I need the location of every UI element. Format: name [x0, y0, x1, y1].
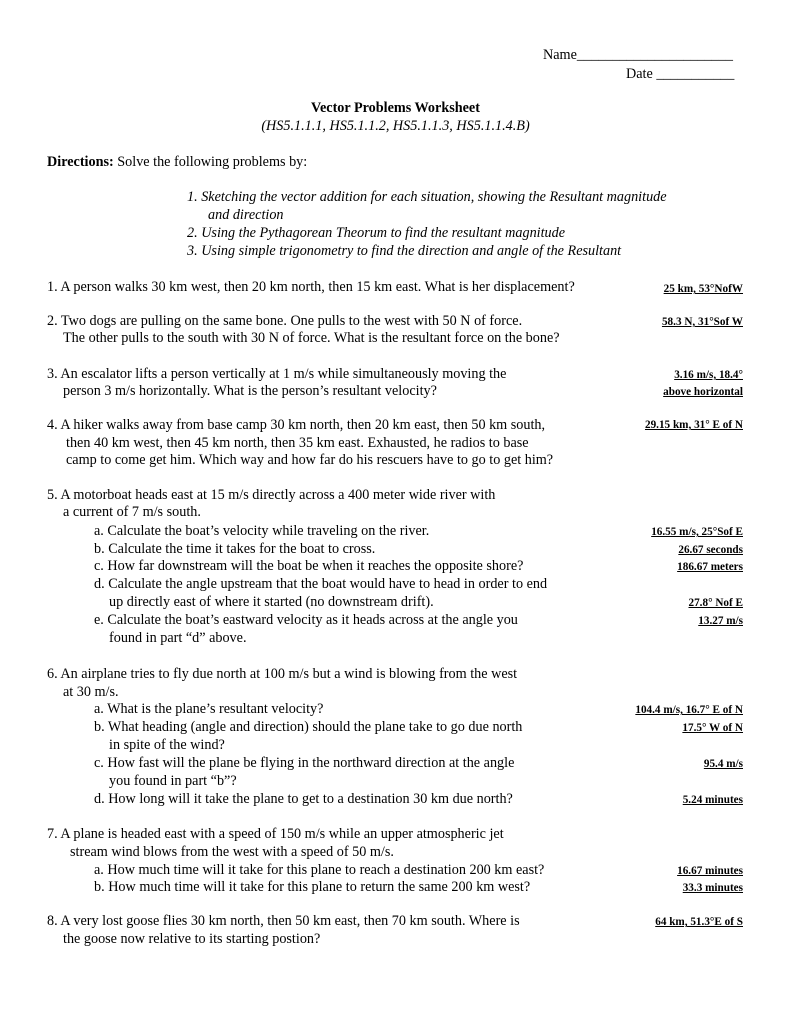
question-5-cont: a current of 7 m/s south. [63, 504, 201, 520]
question-7-cont: stream wind blows from the west with a speed of 50 m/s. [70, 844, 394, 860]
question-2: 2. Two dogs are pulling on the same bone. One pulls to the west with 50 N of force. [47, 313, 523, 329]
answer-4: 29.15 km, 31° E of N [644, 419, 743, 431]
directions-item-2: 2. Using the Pythagorean Theorum to find the resultant magnitude [187, 225, 566, 241]
answer-5d: 27.8° Nof E [688, 597, 743, 609]
name-field-label: Name______________________ [543, 47, 733, 63]
page-subtitle: (HS5.1.1.1, HS5.1.1.2, HS5.1.1.3, HS5.1.1.4.B) [261, 118, 530, 134]
answer-3: 3.16 m/s, 18.4° [674, 369, 743, 381]
answer-3-cont: above horizontal [663, 386, 743, 398]
question-5b: b. Calculate the time it takes for the boat to cross. [94, 541, 376, 557]
question-4-cont-2: camp to come get him. Which way and how far do his rescuers have to go to get him? [66, 452, 554, 468]
question-4: 4. A hiker walks away from base camp 30 km north, then 20 km east, then 50 km south, [47, 417, 546, 433]
answer-7b: 33.3 minutes [682, 882, 743, 894]
directions-item-1-cont: and direction [208, 207, 284, 223]
directions-item-3: 3. Using simple trigonometry to find the direction and angle of the Resultant [187, 243, 622, 259]
answer-6d: 5.24 minutes [682, 794, 743, 806]
answer-6a: 104.4 m/s, 16.7° E of N [635, 704, 743, 716]
question-6b: b. What heading (angle and direction) should the plane take to go due north [94, 719, 523, 735]
answer-5e: 13.27 m/s [698, 615, 743, 627]
directions-item-1: 1. Sketching the vector addition for each situation, showing the Resultant magnitude [187, 189, 667, 205]
question-6a: a. What is the plane’s resultant velocity? [94, 701, 324, 717]
question-6-cont: at 30 m/s. [63, 684, 119, 700]
question-5e: e. Calculate the boat’s eastward velocity as it heads across at the angle you [94, 612, 518, 628]
question-6c-cont: you found in part “b”? [109, 773, 237, 789]
answer-5b: 26.67 seconds [678, 544, 743, 556]
question-8-cont: the goose now relative to its starting postion? [63, 931, 321, 947]
answer-5c: 186.67 meters [677, 561, 743, 573]
question-6b-cont: in spite of the wind? [109, 737, 225, 753]
directions [47, 154, 307, 171]
directions-label: Directions: [47, 154, 114, 170]
question-3: 3. An escalator lifts a person vertically at 1 m/s while simultaneously moving the [47, 366, 507, 382]
question-5d-cont: up directly east of where it started (no downstream drift). [109, 594, 434, 610]
answer-5a: 16.55 m/s, 25°Sof E [651, 526, 743, 538]
question-5: 5. A motorboat heads east at 15 m/s directly across a 400 meter wide river with [47, 487, 496, 503]
question-5d: d. Calculate the angle upstream that the boat would have to head in order to end [94, 576, 548, 592]
answer-6b: 17.5° W of N [682, 722, 743, 734]
question-3-cont: person 3 m/s horizontally. What is the person’s resultant velocity? [63, 383, 437, 399]
question-5a: a. Calculate the boat’s velocity while traveling on the river. [94, 523, 430, 539]
answer-8: 64 km, 51.3°E of S [655, 916, 743, 928]
answer-7a: 16.67 minutes [677, 865, 743, 877]
question-6: 6. An airplane tries to fly due north at 100 m/s but a wind is blowing from the west [47, 666, 518, 682]
question-1: 1. A person walks 30 km west, then 20 km north, then 15 km east. What is her displacement? [47, 279, 575, 295]
date-field-label: Date ___________ [626, 66, 735, 82]
answer-1: 25 km, 53°NofW [663, 283, 743, 295]
question-2-cont: The other pulls to the south with 30 N of force. What is the resultant force on the bone? [63, 330, 560, 346]
question-5c: c. How far downstream will the boat be when it reaches the opposite shore? [94, 558, 524, 574]
question-6d: d. How long will it take the plane to get to a destination 30 km due north? [94, 791, 513, 807]
answer-6c: 95.4 m/s [703, 758, 743, 770]
question-7b: b. How much time will it take for this plane to return the same 200 km west? [94, 879, 531, 895]
question-8: 8. A very lost goose flies 30 km north, then 50 km east, then 70 km south. Where is [47, 913, 520, 929]
answer-2: 58.3 N, 31°Sof W [661, 316, 743, 328]
question-5e-cont: found in part “d” above. [109, 630, 247, 646]
page-title: Vector Problems Worksheet [311, 100, 480, 116]
question-6c: c. How fast will the plane be flying in the northward direction at the angle [94, 755, 515, 771]
question-7: 7. A plane is headed east with a speed of 150 m/s while an upper atmospheric jet [47, 826, 504, 842]
directions-text: Solve the following problems by: [117, 154, 308, 170]
question-4-cont-1: then 40 km west, then 45 km north, then 35 km east. Exhausted, he radios to base [66, 435, 529, 451]
question-7a: a. How much time will it take for this plane to reach a destination 200 km east? [94, 862, 545, 878]
